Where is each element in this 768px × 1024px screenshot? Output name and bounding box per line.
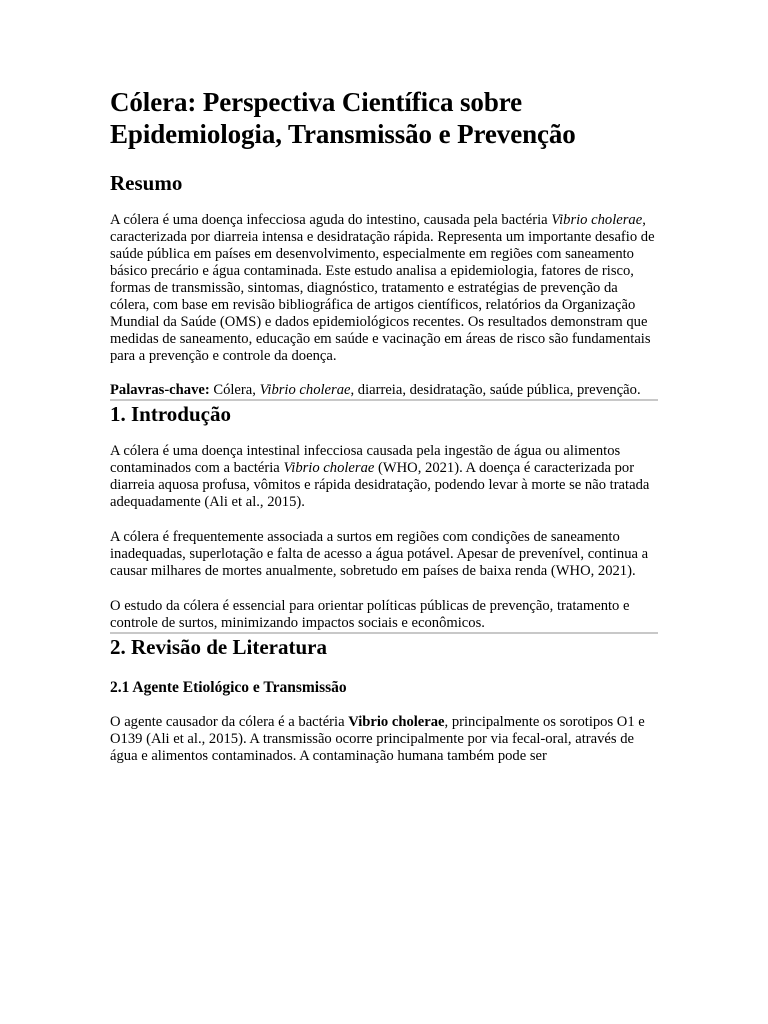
keywords-pathogen-name: Vibrio cholerae — [259, 382, 351, 398]
section-1-pathogen-name: Vibrio cholerae — [283, 460, 375, 476]
abstract-pathogen-name: Vibrio cholerae — [551, 212, 643, 228]
section-1-paragraph-1 — [110, 443, 658, 511]
article — [110, 86, 658, 765]
subsection-2-1-p1-part2: , principalmente os sorotipos O1 e O139 (Ali et al., 2015). A transmissão ocorre principalmente por via fecal-oral, através de água e alimentos contaminados. A contaminação humana também pode ser — [110, 714, 645, 764]
subsection-2-1-p1-part1: O agente causador da cólera é a bactéria — [110, 714, 349, 730]
keywords-part1: Cólera, — [209, 382, 260, 398]
subsection-2-1-paragraph-1 — [110, 714, 658, 765]
subsection-2-1-heading: 2.1 Agente Etiológico e Transmissão — [110, 679, 347, 696]
section-2-heading: 2. Revisão de Literatura — [110, 635, 327, 659]
article-title: Cólera: Perspectiva Científica sobre Epidemiologia, Transmissão e Prevenção — [110, 87, 576, 149]
section-1-paragraph-2: A cólera é frequentemente associada a surtos em regiões com condições de saneamento inadequadas, superlotação e falta de acesso a água potável. Apesar de prevenível, continua a causar milhares de mortes anualmente, sobretudo em países de baixa renda (WHO, 2021). — [110, 529, 649, 579]
section-1-p1-part2: (WHO, 2021). A doença é caracterizada por diarreia aquosa profusa, vômitos e rápida desidratação, podendo levar à morte se não tratada adequadamente (Ali et al., 2015). — [110, 460, 650, 510]
abstract-paragraph — [110, 212, 658, 365]
abstract-text-part1: A cólera é uma doença infecciosa aguda do intestino, causada pela bactéria — [110, 212, 552, 228]
keywords-part2: , diarreia, desidratação, saúde pública, prevenção. — [350, 382, 641, 398]
section-1-heading: 1. Introdução — [110, 402, 231, 426]
keywords-paragraph — [110, 382, 658, 399]
keywords-label: Palavras-chave: — [110, 382, 210, 398]
abstract-heading: Resumo — [110, 171, 183, 195]
abstract-text-part2: , caracterizada por diarreia intensa e desidratação rápida. Representa um importante desafio de saúde pública em países em desenvolvimento, especialmente em regiões com saneamento básico precário e água contaminada. Este estudo analisa a epidemiologia, fatores de risco, formas de transmissão, sintomas, diagnóstico, tratamento e estratégias de prevenção da cólera, com base em revisão bibliográfica de artigos científicos, relatórios da Organização Mundial da Saúde (OMS) e dados epidemiológicos recentes. Os resultados demonstram que medidas de saneamento, educação em saúde e vacinação em áreas de risco são fundamentais para a prevenção e controle da doença. — [110, 212, 655, 364]
subsection-2-1-pathogen-name: Vibrio cholerae — [348, 714, 445, 730]
section-1-paragraph-3: O estudo da cólera é essencial para orientar políticas públicas de prevenção, tratamento e controle de surtos, minimizando impactos sociais e econômicos. — [110, 598, 630, 631]
section-1-p1-part1: A cólera é uma doença intestinal infecciosa causada pela ingestão de água ou alimentos contaminados com a bactéria — [110, 443, 621, 476]
